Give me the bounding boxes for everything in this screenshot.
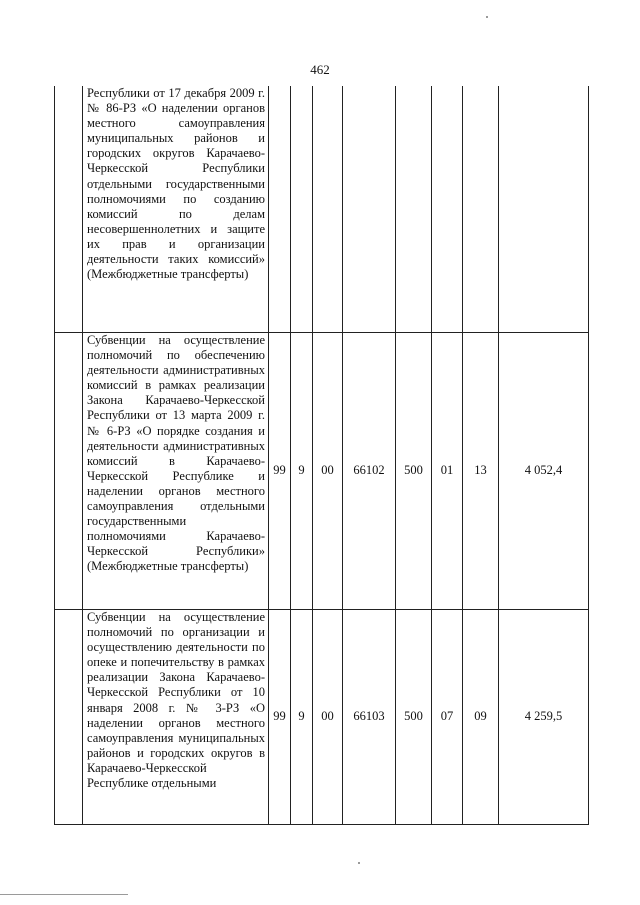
code-cell: 07 <box>432 610 463 825</box>
code-cell <box>396 86 432 333</box>
budget-table <box>54 86 589 825</box>
row-description: Субвенции на осуществление полномочий по организации и осуществлению деятельности по опеке и попечительству в рамках реализации Закона Карачаево-Черкесской Республики от 10 января 2008 г. № 3-РЗ «О наделении органов местного самоуправления муниципальных районов и городских округов в Карачаево-Черкесской Республике отдельными <box>83 610 269 825</box>
page-number: 462 <box>310 62 330 77</box>
scan-artifact-line <box>0 894 128 895</box>
scan-artifact-dot <box>358 862 360 864</box>
row-description: Республики от 17 декабря 2009 г. № 86-РЗ «О наделении органов местного самоуправления муниципальных районов и городских округов Карачаево-Черкесской Республики отдельными государственными полномочиями по созданию комиссий по делам несовершеннолетних и защите их прав и организации деятельности таких комиссий» (Межбюджетные трансферты) <box>83 86 269 333</box>
code-cell: 01 <box>432 333 463 610</box>
code-cell <box>343 86 396 333</box>
table-row <box>55 86 589 333</box>
code-cell: 9 <box>291 333 313 610</box>
code-cell: 500 <box>396 333 432 610</box>
code-cell: 99 <box>269 610 291 825</box>
code-cell <box>432 86 463 333</box>
code-cell: 9 <box>291 610 313 825</box>
code-cell: 500 <box>396 610 432 825</box>
amount-cell: 4 259,5 <box>499 610 589 825</box>
code-cell: 13 <box>463 333 499 610</box>
blank-cell <box>55 610 83 825</box>
scan-artifact-dot <box>486 16 488 18</box>
blank-cell <box>55 333 83 610</box>
code-cell <box>463 86 499 333</box>
amount-cell <box>499 86 589 333</box>
table-row <box>55 333 589 610</box>
code-cell: 66103 <box>343 610 396 825</box>
code-cell <box>269 86 291 333</box>
code-cell: 00 <box>313 610 343 825</box>
blank-cell <box>55 86 83 333</box>
code-cell <box>313 86 343 333</box>
code-cell: 00 <box>313 333 343 610</box>
code-cell: 99 <box>269 333 291 610</box>
table-row <box>55 610 589 825</box>
code-cell: 66102 <box>343 333 396 610</box>
code-cell: 09 <box>463 610 499 825</box>
code-cell <box>291 86 313 333</box>
amount-cell: 4 052,4 <box>499 333 589 610</box>
row-description: Субвенции на осуществление полномочий по обеспечению деятельности административных комиссий в рамках реализации Закона Карачаево-Черкесской Республики от 13 марта 2009 г. № 6-РЗ «О порядке создания и деятельности административных комиссий в Карачаево-Черкесской Республике и наделении органов местного самоуправления отдельными государственными полномочиями Карачаево-Черкесской Республики» (Межбюджетные трансферты) <box>83 333 269 610</box>
